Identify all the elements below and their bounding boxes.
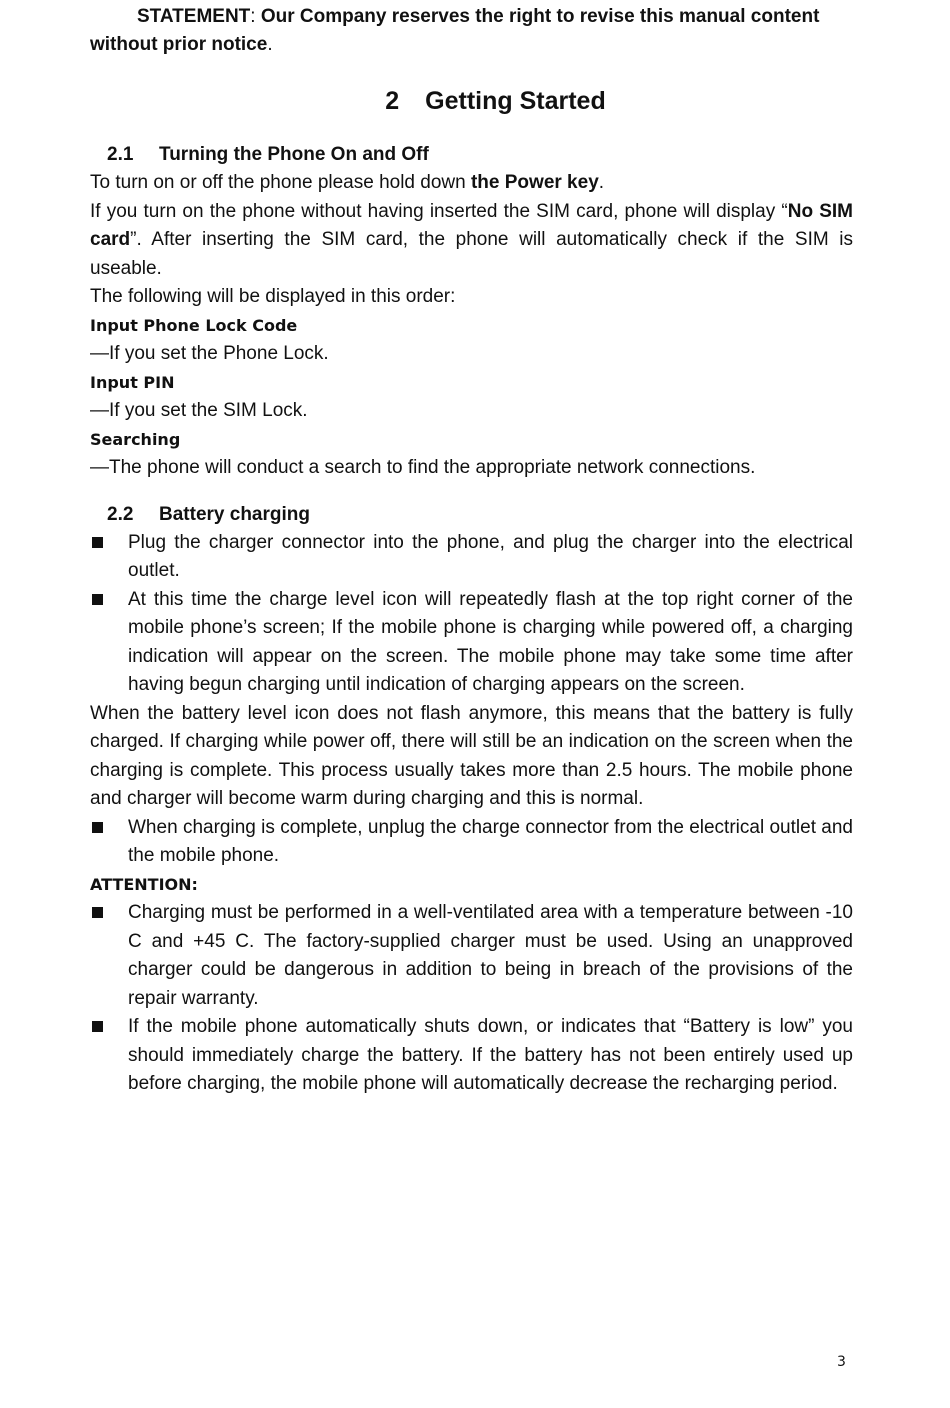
section-title: Turning the Phone On and Off [159,144,429,165]
list-item-text: At this time the charge level icon will repeatedly flash at the top right corner of the mobile phone’s screen; If the mobile phone is charging while powered off, a charging indication will appear on the screen. The mobile phone may take some time after having begun charging until indication of charging appears on the screen. [128,588,853,695]
list-item-text: Charging must be performed in a well-ventilated area with a temperature between -10 C and +45 C. The factory-supplied charger must be used. Using an unapproved charger could be dangerous in addition to being in breach of the provisions of the repair warranty. [128,902,853,1009]
statement-end: . [267,34,273,55]
statement-colon: : [250,6,261,27]
text-span: . [598,172,605,193]
square-bullet-icon [92,907,103,918]
display-item-label: Searching [90,429,181,449]
chapter-title: Getting Started [425,87,606,115]
section-number: 2.2 [107,503,134,525]
bold-text: the Power key [470,172,599,193]
power-key-paragraph [90,169,853,198]
list-item [90,529,853,586]
statement-notice [90,3,853,59]
statement-label: STATEMENT [137,6,251,27]
square-bullet-icon [92,1021,103,1032]
display-item-desc: —If you set the Phone Lock. [90,343,329,364]
display-item-desc: —The phone will conduct a search to find the appropriate network connections. [90,457,756,478]
statement-text: Our Company reserves the right to revise this manual content without prior notice [90,6,820,55]
section-number: 2.1 [107,144,134,165]
square-bullet-icon [92,594,103,605]
display-order-paragraph: The following will be displayed in this order: [90,286,456,307]
list-item-text: When charging is complete, unplug the charge connector from the electrical outlet and the mobile phone. [128,816,853,866]
text-span: To turn on or off the phone please hold down [90,172,471,193]
section-title: Battery charging [159,503,310,525]
display-item-label: Input Phone Lock Code [90,315,298,335]
display-item-desc: —If you set the SIM Lock. [90,400,308,421]
chapter-number: 2 [385,87,400,115]
document-page [90,0,853,1099]
square-bullet-icon [92,537,103,548]
no-sim-paragraph [90,198,853,284]
list-item [90,899,853,1013]
attention-list [90,899,853,1099]
attention-label: ATTENTION: [90,874,198,894]
battery-full-paragraph: When the battery level icon does not flash anymore, this means that the battery is fully charged. If charging while power off, there will still be an indication on the screen when the charging is complete. This process usually takes more than 2.5 hours. The mobile phone and charger will become warm during charging and this is normal. [90,702,853,809]
chapter-heading [90,85,853,117]
unplug-list [90,814,853,871]
list-item-text: If the mobile phone automatically shuts down, or indicates that “Battery is low” you should immediately charge the battery. If the battery has not been entirely used up before charging, the mobile phone will automatically decrease the recharging period. [128,1016,853,1094]
text-span: ”. After inserting the SIM card, the phone will automatically check if the SIM is useable. [90,229,853,279]
list-item [90,586,853,700]
square-bullet-icon [92,822,103,833]
page-number: 3 [837,1354,846,1370]
list-item-text: Plug the charger connector into the phone, and plug the charger into the electrical outlet. [128,531,853,581]
section-heading-2-1 [107,141,853,169]
list-item [90,814,853,871]
text-span: If you turn on the phone without having inserted the SIM card, phone will display “ [90,200,788,222]
display-item-label: Input PIN [90,372,175,392]
bold-text: No SIM card [90,200,853,250]
list-item [90,1013,853,1099]
section-heading-2-2 [107,501,853,529]
charging-steps-list [90,529,853,700]
